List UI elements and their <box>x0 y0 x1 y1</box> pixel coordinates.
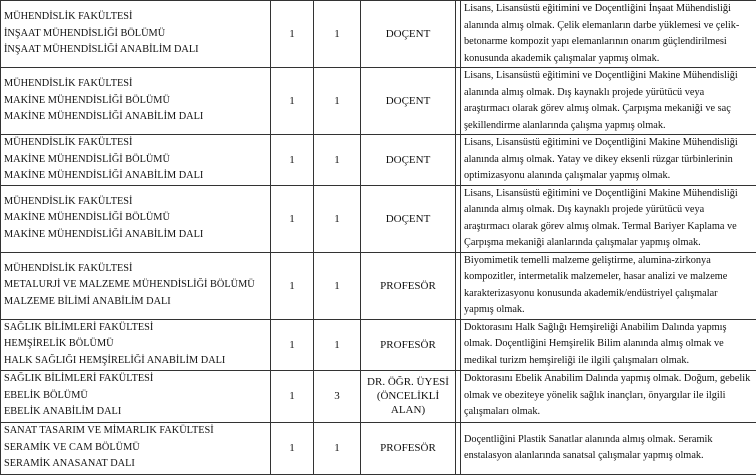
table-row <box>1 1 756 68</box>
academic-title-line: DOÇENT <box>361 27 455 41</box>
positions-table-body <box>1 1 756 475</box>
department-cell <box>1 319 271 370</box>
academic-title-cell <box>361 252 456 319</box>
requirements-cell <box>461 1 756 68</box>
academic-title-cell <box>361 1 456 68</box>
requirements-line: araştırmacı olarak görev almış olmak. Çarpışma mekaniği ve saç <box>464 101 754 118</box>
requirements-line: enstalasyon alanlarında sanatsal çalışmalar yapmış olmak. <box>464 448 754 465</box>
requirements-line: Lisans, Lisansüstü eğitimini ve Doçentliğini Makine Mühendisliği <box>464 186 754 203</box>
requirements-cell <box>461 185 756 252</box>
department-cell <box>1 422 271 474</box>
requirements-line: Doktorasını Ebelik Anabilim Dalında yapmış olmak. Doğum, gebelik <box>464 371 754 388</box>
staff-count-cell: 1 <box>314 68 361 135</box>
department-cell <box>1 135 271 186</box>
staff-count-cell: 1 <box>314 422 361 474</box>
department-line: MAKİNE MÜHENDİSLİĞİ BÖLÜMÜ <box>4 210 270 227</box>
academic-title-line: PROFESÖR <box>361 441 455 455</box>
table-row <box>1 422 756 474</box>
academic-title-line: DOÇENT <box>361 212 455 226</box>
department-line: SERAMİK VE CAM BÖLÜMÜ <box>4 440 270 457</box>
requirements-cell <box>461 370 756 422</box>
requirements-line: karakterizasyonu konusunda akademik/endüstriyel çalışmalar <box>464 286 754 303</box>
academic-title-line: PROFESÖR <box>361 279 455 293</box>
requirements-line: Lisans, Lisansüstü eğitimini ve Doçentliğini Makine Mühendisliği <box>464 68 754 85</box>
department-line: EBELİK BÖLÜMÜ <box>4 388 270 405</box>
department-line: SAĞLIK BİLİMLERİ FAKÜLTESİ <box>4 320 270 337</box>
department-line: MAKİNE MÜHENDİSLİĞİ ANABİLİM DALI <box>4 109 270 126</box>
department-line: MÜHENDİSLİK FAKÜLTESİ <box>4 9 270 26</box>
requirements-line: Doktorasını Halk Sağlığı Hemşireliği Anabilim Dalında yapmış <box>464 320 754 337</box>
academic-title-line: DOÇENT <box>361 153 455 167</box>
position-count-cell: 1 <box>271 422 314 474</box>
requirements-line: konusunda akademik çalışmalar yapmış olmak. <box>464 51 754 68</box>
requirements-line: Lisans, Lisansüstü eğitimini ve Doçentliğini İnşaat Mühendisliği <box>464 1 754 18</box>
requirements-line: alanında almış olmak. Dış kaynaklı projede yürütücü veya <box>464 85 754 102</box>
department-cell <box>1 68 271 135</box>
department-line: MAKİNE MÜHENDİSLİĞİ BÖLÜMÜ <box>4 152 270 169</box>
department-cell <box>1 370 271 422</box>
staff-count-cell: 1 <box>314 135 361 186</box>
academic-title-cell <box>361 135 456 186</box>
staff-count-cell: 3 <box>314 370 361 422</box>
department-line: EBELİK ANABİLİM DALI <box>4 404 270 421</box>
academic-title-line: ALAN) <box>361 403 455 417</box>
position-count-cell: 1 <box>271 1 314 68</box>
department-line: MÜHENDİSLİK FAKÜLTESİ <box>4 76 270 93</box>
academic-title-line: PROFESÖR <box>361 338 455 352</box>
position-count-cell: 1 <box>271 185 314 252</box>
department-line: MAKİNE MÜHENDİSLİĞİ BÖLÜMÜ <box>4 93 270 110</box>
department-line: SANAT TASARIM VE MİMARLIK FAKÜLTESİ <box>4 423 270 440</box>
academic-title-cell <box>361 370 456 422</box>
requirements-line: medikal turizm hemşireliği ile ilgili çalışmaları olmak. <box>464 353 754 370</box>
department-line: İNŞAAT MÜHENDİSLİĞİ ANABİLİM DALI <box>4 42 270 59</box>
requirements-line: Doçentliğini Plastik Sanatlar alanında almış olmak. Seramik <box>464 432 754 449</box>
requirements-cell <box>461 252 756 319</box>
academic-title-line: DOÇENT <box>361 94 455 108</box>
requirements-line: optimizasyonu alanında çalışmalar yapmış olmak. <box>464 168 754 185</box>
requirements-line: olmak. Doçentliğini Hemşirelik Bilim alanında almış olmak ve <box>464 336 754 353</box>
department-line: MÜHENDİSLİK FAKÜLTESİ <box>4 261 270 278</box>
requirements-cell <box>461 68 756 135</box>
position-count-cell: 1 <box>271 370 314 422</box>
department-line: MAKİNE MÜHENDİSLİĞİ ANABİLİM DALI <box>4 227 270 244</box>
department-line: METALURJİ VE MALZEME MÜHENDİSLİĞİ BÖLÜMÜ <box>4 277 270 294</box>
department-line: HALK SAĞLIĞI HEMŞİRELİĞİ ANABİLİM DALI <box>4 353 270 370</box>
department-line: MÜHENDİSLİK FAKÜLTESİ <box>4 194 270 211</box>
department-cell <box>1 1 271 68</box>
academic-title-cell <box>361 422 456 474</box>
requirements-line: alanında almış olmak. Çelik elemanların darbe yüklemesi ve çelik- <box>464 18 754 35</box>
requirements-line: kompozitler, intermetalik malzemeler, hasar analizi ve malzeme <box>464 269 754 286</box>
requirements-line: şekillendirme alanlarında çalışma yapmış olmak. <box>464 118 754 135</box>
requirements-cell <box>461 422 756 474</box>
academic-title-line: (ÖNCELİKLİ <box>361 389 455 403</box>
position-count-cell: 1 <box>271 68 314 135</box>
department-cell <box>1 185 271 252</box>
requirements-line: alanında almış olmak. Yatay ve dikey eksenli rüzgar türbinlerinin <box>464 152 754 169</box>
department-line: İNŞAAT MÜHENDİSLİĞİ BÖLÜMÜ <box>4 26 270 43</box>
academic-title-cell <box>361 68 456 135</box>
requirements-line: araştırmacı olarak görev almış olmak. Termal Bariyer Kaplama ve <box>464 219 754 236</box>
requirements-line: alanında almış olmak. Dış kaynaklı projede yürütücü veya <box>464 202 754 219</box>
requirements-line: Biyomimetik temelli malzeme geliştirme, alumina-zirkonya <box>464 253 754 270</box>
department-line: SAĞLIK BİLİMLERİ FAKÜLTESİ <box>4 371 270 388</box>
requirements-line: Çarpışma mekaniği alanlarında çalışmalar yapmış olmak. <box>464 235 754 252</box>
requirements-line: çalışmaları olmak. <box>464 404 754 421</box>
academic-title-cell <box>361 319 456 370</box>
requirements-cell <box>461 135 756 186</box>
academic-title-line: DR. ÖĞR. ÜYESİ <box>361 375 455 389</box>
table-row <box>1 185 756 252</box>
staff-count-cell: 1 <box>314 319 361 370</box>
requirements-line: betonarme kompozit yapı elemanlarının onarım güçlendirilmesi <box>464 34 754 51</box>
position-count-cell: 1 <box>271 319 314 370</box>
staff-count-cell: 1 <box>314 1 361 68</box>
position-count-cell: 1 <box>271 252 314 319</box>
table-row <box>1 370 756 422</box>
staff-count-cell: 1 <box>314 252 361 319</box>
academic-title-cell <box>361 185 456 252</box>
staff-count-cell: 1 <box>314 185 361 252</box>
requirements-cell <box>461 319 756 370</box>
table-row <box>1 135 756 186</box>
position-count-cell: 1 <box>271 135 314 186</box>
table-row <box>1 68 756 135</box>
department-cell <box>1 252 271 319</box>
department-line: SERAMİK ANASANAT DALI <box>4 456 270 473</box>
requirements-line: Lisans, Lisansüstü eğitimini ve Doçentliğini Makine Mühendisliği <box>464 135 754 152</box>
department-line: HEMŞİRELİK BÖLÜMÜ <box>4 336 270 353</box>
table-row <box>1 319 756 370</box>
department-line: MAKİNE MÜHENDİSLİĞİ ANABİLİM DALI <box>4 168 270 185</box>
requirements-line: olmak ve obeziteye yönelik sağlık inançları, önyargılar ile ilgili <box>464 388 754 405</box>
requirements-line: yapmış olmak. <box>464 302 754 319</box>
department-line: MALZEME BİLİMİ ANABİLİM DALI <box>4 294 270 311</box>
department-line: MÜHENDİSLİK FAKÜLTESİ <box>4 135 270 152</box>
table-row <box>1 252 756 319</box>
